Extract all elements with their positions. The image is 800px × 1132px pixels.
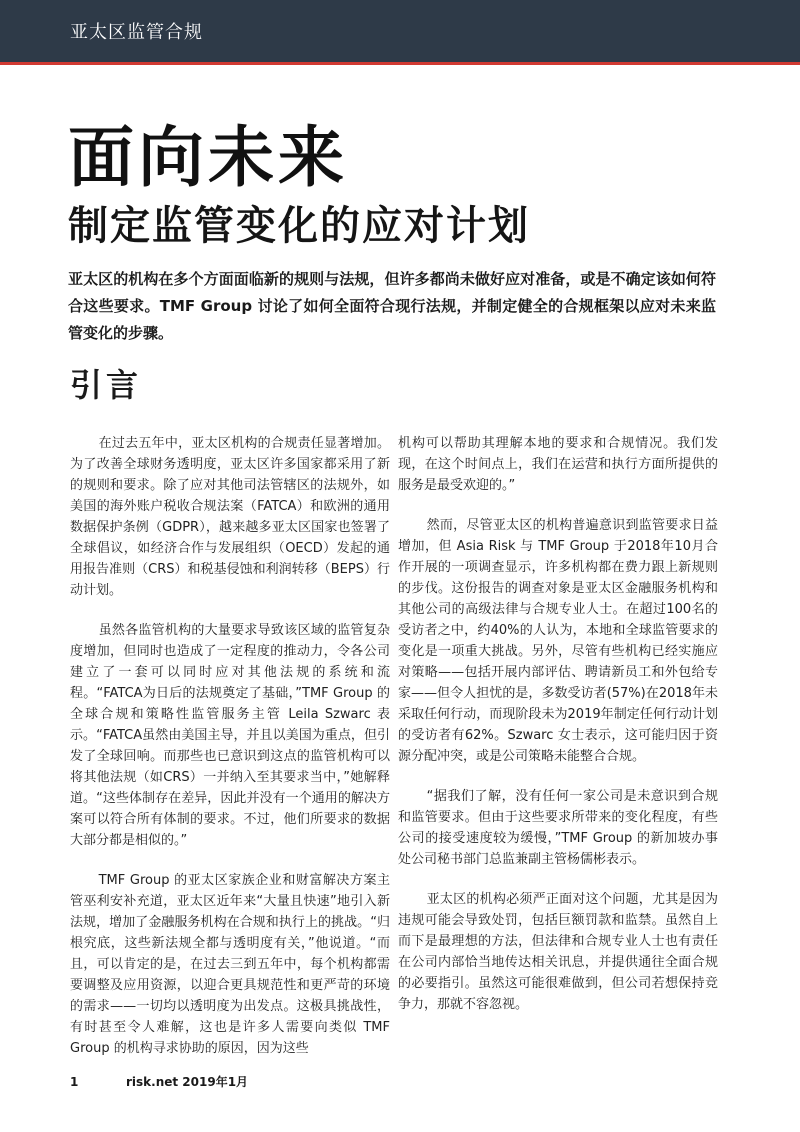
publication-info: risk.net 2019年1月 [126, 1075, 249, 1089]
page-number: 1 [70, 1075, 79, 1089]
paragraph-continued: 机构可以帮助其理解本地的要求和合规情况。我们发现，在这个时间点上，我们在运营和执行方面所提供的服务是最受欢迎的。” [398, 436, 718, 493]
right-column [398, 433, 718, 1034]
headline: 面向未来 [68, 119, 348, 196]
paragraph: TMF Group 的亚太区家族企业和财富解决方案主管巫利安补充道，亚太区近年来“大量且快速”地引入新法规，增加了金融服务机构在合规和执行上的挑战。“归根究底，这些新法规全都与透明度有关，”他说道。“而且，可以肯定的是，在过去三到五年中，每个机构都需要调整及应用资源，以迎合更具规范性和更严苛的环境的需求——一切均以透明度为出发点。这极具挑战性，有时甚至令人难解，这也是许多人需要向类似 TMF Group 的机构寻求协助的原因，因为这些 [70, 873, 390, 1056]
subheadline: 制定监管变化的应对计划 [68, 203, 530, 249]
paragraph: 在过去五年中，亚太区机构的合规责任显著增加。为了改善全球财务透明度，亚太区许多国家都采用了新的规则和要求。除了应对其他司法管辖区的法规外，如美国的海外账户税收合规法案（FATCA）和欧洲的通用数据保护条例（GDPR），越来越多亚太区国家也签署了全球倡议，如经济合作与发展组织（OECD）发起的通用报告准则（CRS）和税基侵蚀和利润转移（BEPS）行动计划。 [70, 436, 390, 598]
page-footer [70, 1073, 248, 1090]
left-column [70, 433, 390, 1078]
section-header-title: 亚太区监管合规 [70, 22, 203, 43]
header-bar [0, 0, 800, 65]
paragraph: “据我们了解，没有任何一家公司是未意识到合规和监管要求。但由于这些要求所带来的变化程度，有些公司的接受速度较为缓慢，”TMF Group 的新加坡办事处公司秘书部门总监兼副主管杨儒彬表示。 [398, 789, 718, 867]
paragraph: 亚太区的机构必须严正面对这个问题，尤其是因为违规可能会导致处罚，包括巨额罚款和监禁。虽然自上而下是最理想的方法，但法律和合规专业人士也有责任在公司内部恰当地传达相关讯息，并提供通往全面合规的必要指引。虽然这可能很难做到，但公司若想保持竞争力，那就不容忽视。 [398, 892, 718, 1012]
standfirst: 亚太区的机构在多个方面面临新的规则与法规，但许多都尚未做好应对准备，或是不确定该如何符合这些要求。TMF Group 讨论了如何全面符合现行法规，并制定健全的合规框架以应对未来监管变化的步骤。 [68, 270, 716, 342]
paragraph: 虽然各监管机构的大量要求导致该区域的监管复杂度增加，但同时也造成了一定程度的推动力，令各公司建立了一套可以同时应对其他法规的系统和流程。“FATCA为日后的法规奠定了基础，”TMF Group 的全球合规和策略性监管服务主管 Leila Szwarc 表示。“FATCA虽然由美国主导，并且以美国为重点，但引发了全球回响。而那些也已意识到这点的监管机构可以将其他法规（如CRS）一并纳入至其要求当中，”她解释道。“这些体制存在差异，因此并没有一个通用的解决方案可以符合所有体制的要求。不过，他们所要求的数据大部分都是相似的。” [70, 623, 390, 848]
paragraph: 然而，尽管亚太区的机构普遍意识到监管要求日益增加，但 Asia Risk 与 TMF Group 于2018年10月合作开展的一项调查显示，许多机构都在费力跟上新规则的步伐。这份报告的调查对象是亚太区金融服务机构和其他公司的高级法律与合规专业人士。在超过100名的受访者之中，约40%的人认为，本地和全球监管要求的变化是一项重大挑战。另外，尽管有些机构已经实施应对策略——包括开展内部评估、聘请新员工和外包给专家——但令人担忧的是，多数受访者(57%)在2018年未采取任何行动，而现阶段未为2019年制定任何行动计划的受访者有62%。Szwarc 女士表示，这可能归因于资源分配冲突，或是公司策略未能整合合规。 [398, 518, 718, 764]
section-title-introduction: 引言 [70, 366, 143, 404]
